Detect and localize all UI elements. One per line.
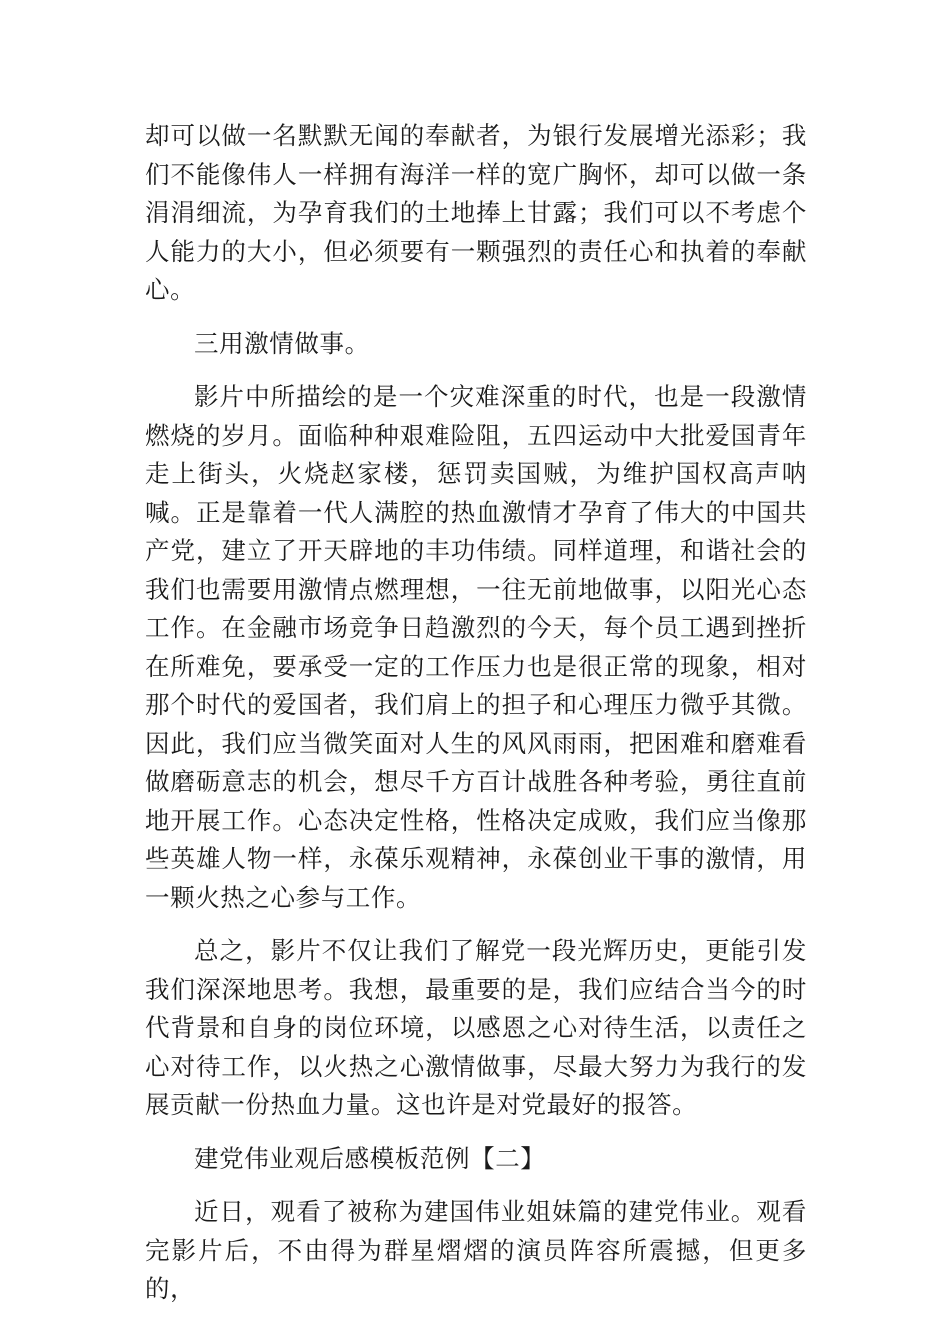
paragraph-continuation: 却可以做一名默默无闻的奉献者，为银行发展增光添彩；我们不能像伟人一样拥有海洋一样的宽广胸怀，却可以做一条涓涓细流，为孕育我们的土地捧上甘露；我们可以不考虑个人能力的大小，但必须要有一颗强烈的责任心和执着的奉献心。	[145, 121, 807, 304]
document-body	[145, 117, 807, 1324]
paragraph-passion-body: 影片中所描绘的是一个灾难深重的时代，也是一段激情燃烧的岁月。面临种种艰难险阻，五四运动中大批爱国青年走上街头，火烧赵家楼，惩罚卖国贼，为维护国权高声呐喊。正是靠着一代人满腔的热血激情才孕育了伟大的中国共产党，建立了开天辟地的丰功伟绩。同样道理，和谐社会的我们也需要用激情点燃理想，一往无前地做事，以阳光心态工作。在金融市场竞争日趋激烈的今天，每个员工遇到挫折在所难免，要承受一定的工作压力也是很正常的现象，相对那个时代的爱国者，我们肩上的担子和心理压力微乎其微。因此，我们应当微笑面对人生的风风雨雨，把困难和磨难看做磨砺意志的机会，想尽千方百计战胜各种考验，勇往直前地开展工作。心态决定性格，性格决定成败，我们应当像那些英雄人物一样，永葆乐观精神，永葆创业干事的激情，用一颗火热之心参与工作。	[145, 382, 807, 912]
section-heading-passion: 三用激情做事。	[194, 328, 370, 358]
paragraph-conclusion: 总之，影片不仅让我们了解党一段光辉历史，更能引发我们深深地思考。我想，最重要的是，我们应结合当今的时代背景和自身的岗位环境，以感恩之心对待生活，以责任之心对待工作，以火热之心激情做事，尽最大努力为我行的发展贡献一份热血力量。这也许是对党最好的报答。	[145, 936, 807, 1119]
section-heading-example-two: 建党伟业观后感模板范例【二】	[194, 1143, 546, 1173]
paragraph-example-two-intro: 近日，观看了被称为建国伟业姐妹篇的建党伟业。观看完影片后，不由得为群星熠熠的演员阵容所震撼，但更多的，	[145, 1197, 807, 1303]
